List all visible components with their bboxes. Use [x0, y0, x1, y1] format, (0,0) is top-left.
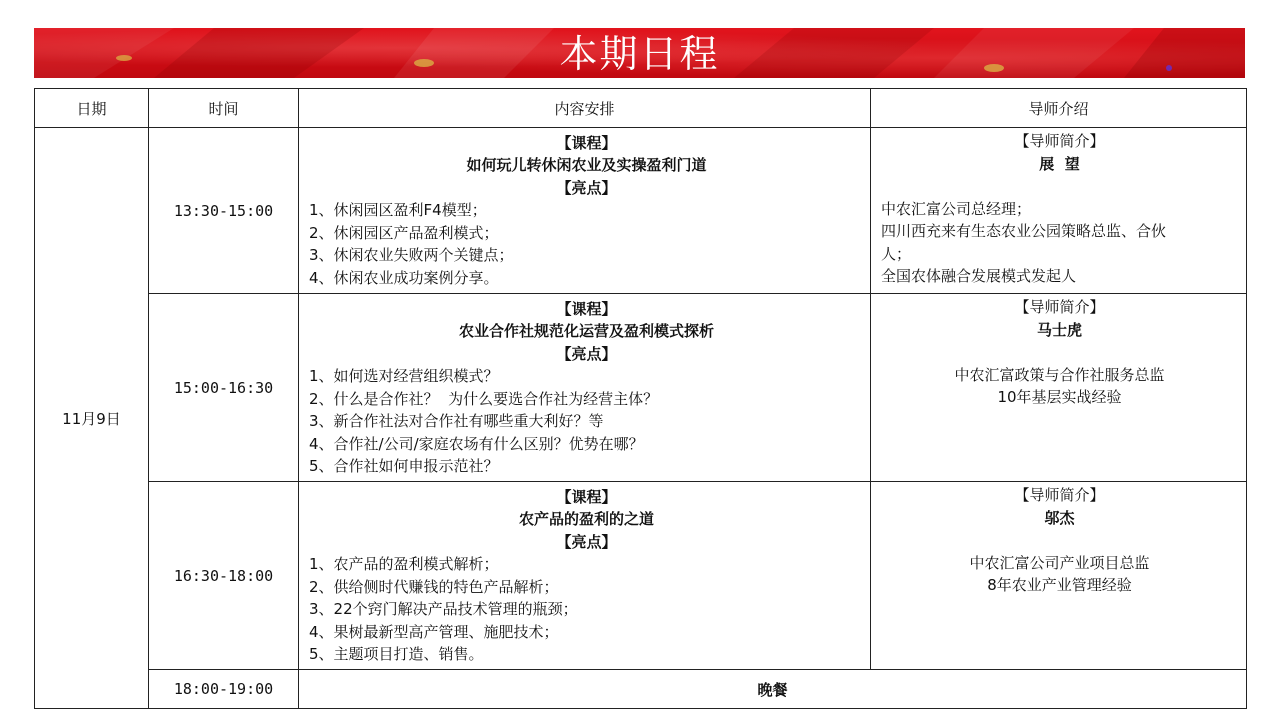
content-cell	[299, 128, 871, 294]
mentor-cell	[871, 482, 1247, 670]
mentor-line: 10年基层实战经验	[997, 388, 1122, 406]
page-title: 本期日程	[559, 32, 720, 76]
point-item: 4、合作社/公司/家庭农场有什么区别？优势在哪？	[309, 434, 644, 453]
point-item: 5、合作社如何申报示范社？	[309, 457, 499, 475]
header-mentor: 导师介绍	[871, 89, 1247, 128]
mentor-name: 马士虎	[1036, 320, 1082, 339]
point-item: 5、主题项目打造、销售。	[309, 645, 484, 663]
header-content: 内容安排	[299, 89, 871, 128]
point-item: 3、休闲农业失败两个关键点；	[309, 246, 514, 265]
header-time: 时间	[149, 89, 299, 128]
table-row	[35, 482, 1247, 670]
mentor-line: 人；	[881, 244, 912, 263]
table-row	[35, 670, 1247, 709]
course-tag: 【课程】	[556, 487, 617, 506]
mentor-cell	[871, 294, 1247, 482]
point-item: 2、什么是合作社？ 为什么要选合作社为经营主体？	[309, 389, 659, 408]
header-row	[35, 89, 1247, 128]
mentor-tag: 【导师简介】	[1014, 298, 1105, 316]
title-banner	[34, 28, 1245, 78]
course-title: 如何玩儿转休闲农业及实操盈利门道	[466, 156, 707, 175]
point-item: 4、休闲农业成功案例分享。	[309, 268, 499, 287]
course-title: 农业合作社规范化运营及盈利模式探析	[458, 322, 714, 340]
table-row	[35, 128, 1247, 294]
highlight-tag: 【亮点】	[556, 532, 617, 551]
point-item: 3、22个窍门解决产品技术管理的瓶颈；	[309, 600, 578, 618]
table-row	[35, 294, 1247, 482]
highlight-tag: 【亮点】	[556, 178, 617, 197]
point-item: 4、果树最新型高产管理、施肥技术；	[309, 622, 559, 641]
mentor-line: 中农汇富公司总经理；	[881, 199, 1032, 218]
point-item: 2、休闲园区产品盈利模式；	[309, 223, 499, 242]
dinner-cell: 晚餐	[299, 670, 1247, 709]
date-cell: 11月9日	[35, 128, 149, 709]
mentor-line: 四川西充来有生态农业公园策略总监、合伙	[881, 222, 1167, 240]
content-cell	[299, 482, 871, 670]
mentor-name: 邬杰	[1044, 508, 1075, 527]
mentor-line: 8年农业产业管理经验	[987, 576, 1132, 594]
course-tag: 【课程】	[556, 133, 617, 152]
point-item: 1、休闲园区盈利F4模型；	[309, 201, 487, 220]
time-cell: 18:00-19:00	[149, 670, 299, 709]
mentor-line: 全国农体融合发展模式发起人	[881, 267, 1077, 285]
point-item: 3、新合作社法对合作社有哪些重大利好？等	[309, 412, 604, 430]
mentor-line: 中农汇富公司产业项目总监	[969, 553, 1150, 572]
point-item: 2、供给侧时代赚钱的特色产品解析；	[309, 577, 559, 596]
course-tag: 【课程】	[556, 299, 617, 318]
time-cell: 13:30-15:00	[149, 128, 299, 294]
header-date: 日期	[35, 89, 149, 128]
time-cell: 16:30-18:00	[149, 482, 299, 670]
mentor-cell	[871, 128, 1247, 294]
point-item: 1、农产品的盈利模式解析；	[309, 555, 499, 573]
highlight-tag: 【亮点】	[556, 344, 617, 363]
course-title: 农产品的盈利的之道	[518, 510, 654, 528]
content-cell	[299, 294, 871, 482]
mentor-tag: 【导师简介】	[1014, 132, 1105, 150]
point-item: 1、如何选对经营组织模式？	[309, 367, 499, 385]
time-cell: 15:00-16:30	[149, 294, 299, 482]
mentor-line: 中农汇富政策与合作社服务总监	[954, 365, 1165, 384]
mentor-tag: 【导师简介】	[1014, 486, 1105, 504]
mentor-name: 展 望	[1039, 154, 1080, 173]
schedule-table	[34, 88, 1247, 709]
